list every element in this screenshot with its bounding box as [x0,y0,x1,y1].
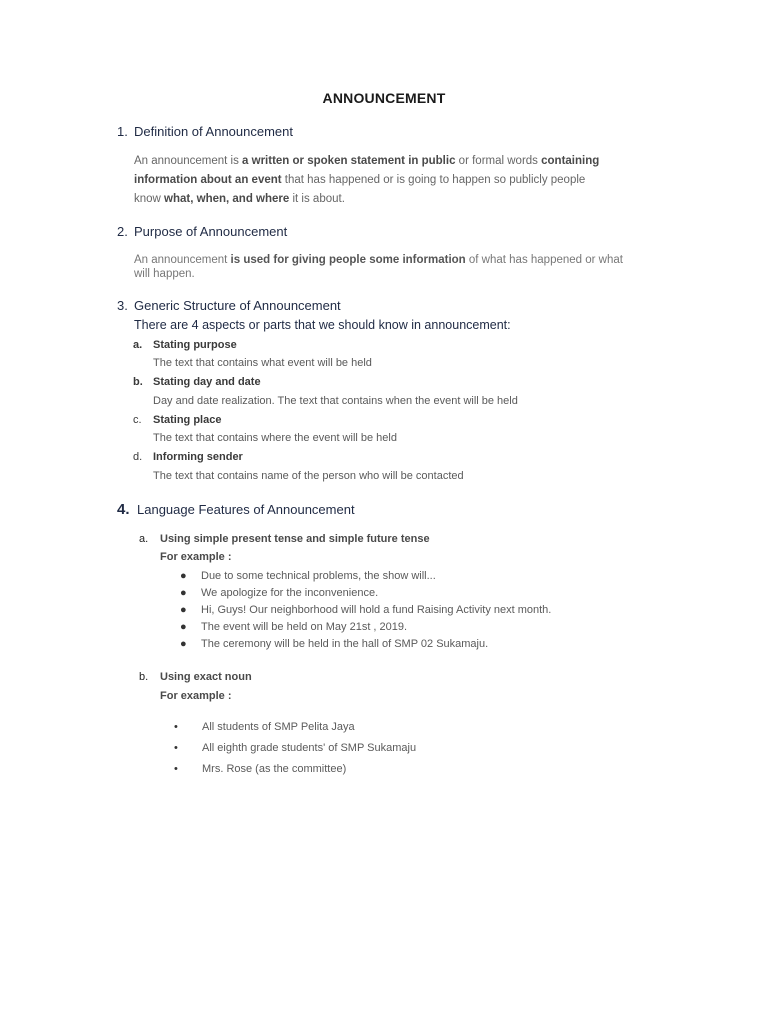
section-3-title: Generic Structure of Announcement [134,298,341,313]
feature-b-label: b. Using exact noun [139,671,252,683]
feature-b-example-label: For example : [160,690,232,702]
aspect-item-desc: The text that contains what event will be held [153,357,372,369]
section-2-paragraph: An announcement is used for giving people some information of what has happened or what will happen. [134,254,623,280]
aspect-item-label: b. Stating day and date [133,376,261,388]
list-item: • All students of SMP Pelita Jaya [174,721,355,733]
section-4-number: 4. [117,501,130,518]
feature-a-example-label: For example : [160,551,232,563]
aspect-item-label: c. Stating place [133,414,222,426]
list-item: ● The ceremony will be held in the hall of SMP 02 Sukamaju. [180,638,489,650]
bullet-icon: • [174,763,178,775]
bullet-icon: ● [180,570,187,582]
section-4-heading [117,501,355,518]
section-1-heading [117,124,293,139]
document-title: ANNOUNCEMENT [322,90,446,106]
section-3-heading [117,298,341,313]
list-item: ● The event will be held on May 21st , 2019. [180,621,408,633]
section-3-number: 3. [117,298,128,313]
bullet-icon: • [174,742,178,754]
section-1-paragraph: An announcement is a written or spoken statement in public or formal words containing information about an event that has happened or is going to happen so publicly people know what, when, and where it is about. [134,155,600,205]
section-1-number: 1. [117,124,128,139]
aspect-item-label: d. Informing sender [133,451,243,463]
bullet-icon: ● [180,604,187,616]
section-4-title: Language Features of Announcement [137,502,355,517]
list-item: • Mrs. Rose (as the committee) [174,763,347,775]
section-2-title: Purpose of Announcement [134,224,288,239]
section-2-number: 2. [117,224,128,239]
aspect-item-desc: The text that contains name of the person who will be contacted [153,470,464,482]
list-item: • All eighth grade students' of SMP Sukamaju [174,742,417,754]
list-item: ● Hi, Guys! Our neighborhood will hold a fund Raising Activity next month. [180,604,552,616]
bullet-icon: ● [180,587,187,599]
feature-a-label: a. Using simple present tense and simple future tense [139,533,430,545]
aspect-item-desc: The text that contains where the event will be held [153,432,397,444]
aspect-item-desc: Day and date realization. The text that contains when the event will be held [153,395,518,407]
aspect-item-label: a. Stating purpose [133,339,237,351]
list-item: ● We apologize for the inconvenience. [180,587,379,599]
bullet-icon: ● [180,621,187,633]
section-2-heading [117,224,287,239]
bullet-icon: • [174,721,178,733]
list-item: ● Due to some technical problems, the show will... [180,570,436,582]
section-1-title: Definition of Announcement [134,124,293,139]
section-3-intro: There are 4 aspects or parts that we should know in announcement: [134,318,511,332]
bullet-icon: ● [180,638,187,650]
